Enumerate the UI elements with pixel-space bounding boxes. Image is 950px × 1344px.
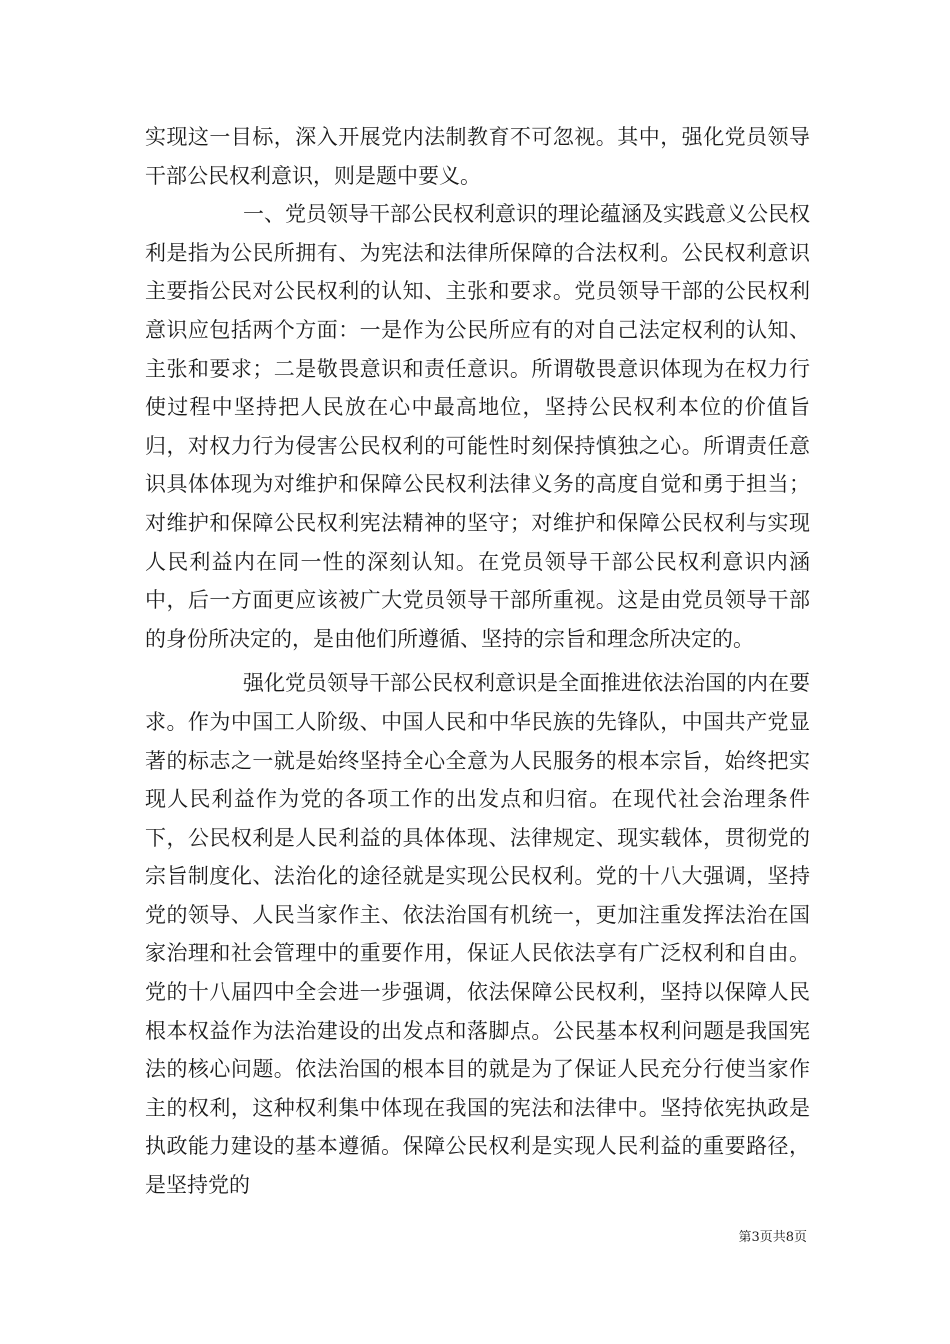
paragraph-1: 实现这一目标，深入开展党内法制教育不可忽视。其中，强化党员领导干部公民权利意识，则是题中要义。 [145, 125, 810, 188]
page-number: 第3页共8页 [738, 1230, 807, 1245]
document-body [145, 118, 810, 1205]
paragraph-3: 强化党员领导干部公民权利意识是全面推进依法治国的内在要求。作为中国工人阶级、中国人民和中华民族的先锋队，中国共产党显著的标志之一就是始终坚持全心全意为人民服务的根本宗旨，始终把实现人民利益作为党的各项工作的出发点和归宿。在现代社会治理条件下，公民权利是人民利益的具体体现、法律规定、现实载体，贯彻党的宗旨制度化、法治化的途径就是实现公民权利。党的十八大强调，坚持党的领导、人民当家作主、依法治国有机统一，更加注重发挥法治在国家治理和社会管理中的重要作用，保证人民依法享有广泛权利和自由。党的十八届四中全会进一步强调，依法保障公民权利，坚持以保障人民根本权益作为法治建设的出发点和落脚点。公民基本权利问题是我国宪法的核心问题。依法治国的根本目的就是为了保证人民充分行使当家作主的权利，这种权利集中体现在我国的宪法和法律中。坚持依宪执政是执政能力建设的基本遵循。保障公民权利是实现人民利益的重要路径，是坚持党的 [145, 671, 810, 1198]
paragraph-2: 一、党员领导干部公民权利意识的理论蕴涵及实践意义公民权利是指为公民所拥有、为宪法和法律所保障的合法权利。公民权利意识主要指公民对公民权利的认知、主张和要求。党员领导干部的公民权利意识应包括两个方面：一是作为公民所应有的对自己法定权利的认知、主张和要求；二是敬畏意识和责任意识。所谓敬畏意识体现为在权力行使过程中坚持把人民放在心中最高地位，坚持公民权利本位的价值旨归，对权力行为侵害公民权利的可能性时刻保持慎独之心。所谓责任意识具体体现为对维护和保障公民权利法律义务的高度自觉和勇于担当；对维护和保障公民权利宪法精神的坚守；对维护和保障公民权利与实现人民利益内在同一性的深刻认知。在党员领导干部公民权利意识内涵中，后一方面更应该被广大党员领导干部所重视。这是由党员领导干部的身份所决定的，是由他们所遵循、坚持的宗旨和理念所决定的。 [145, 202, 810, 651]
